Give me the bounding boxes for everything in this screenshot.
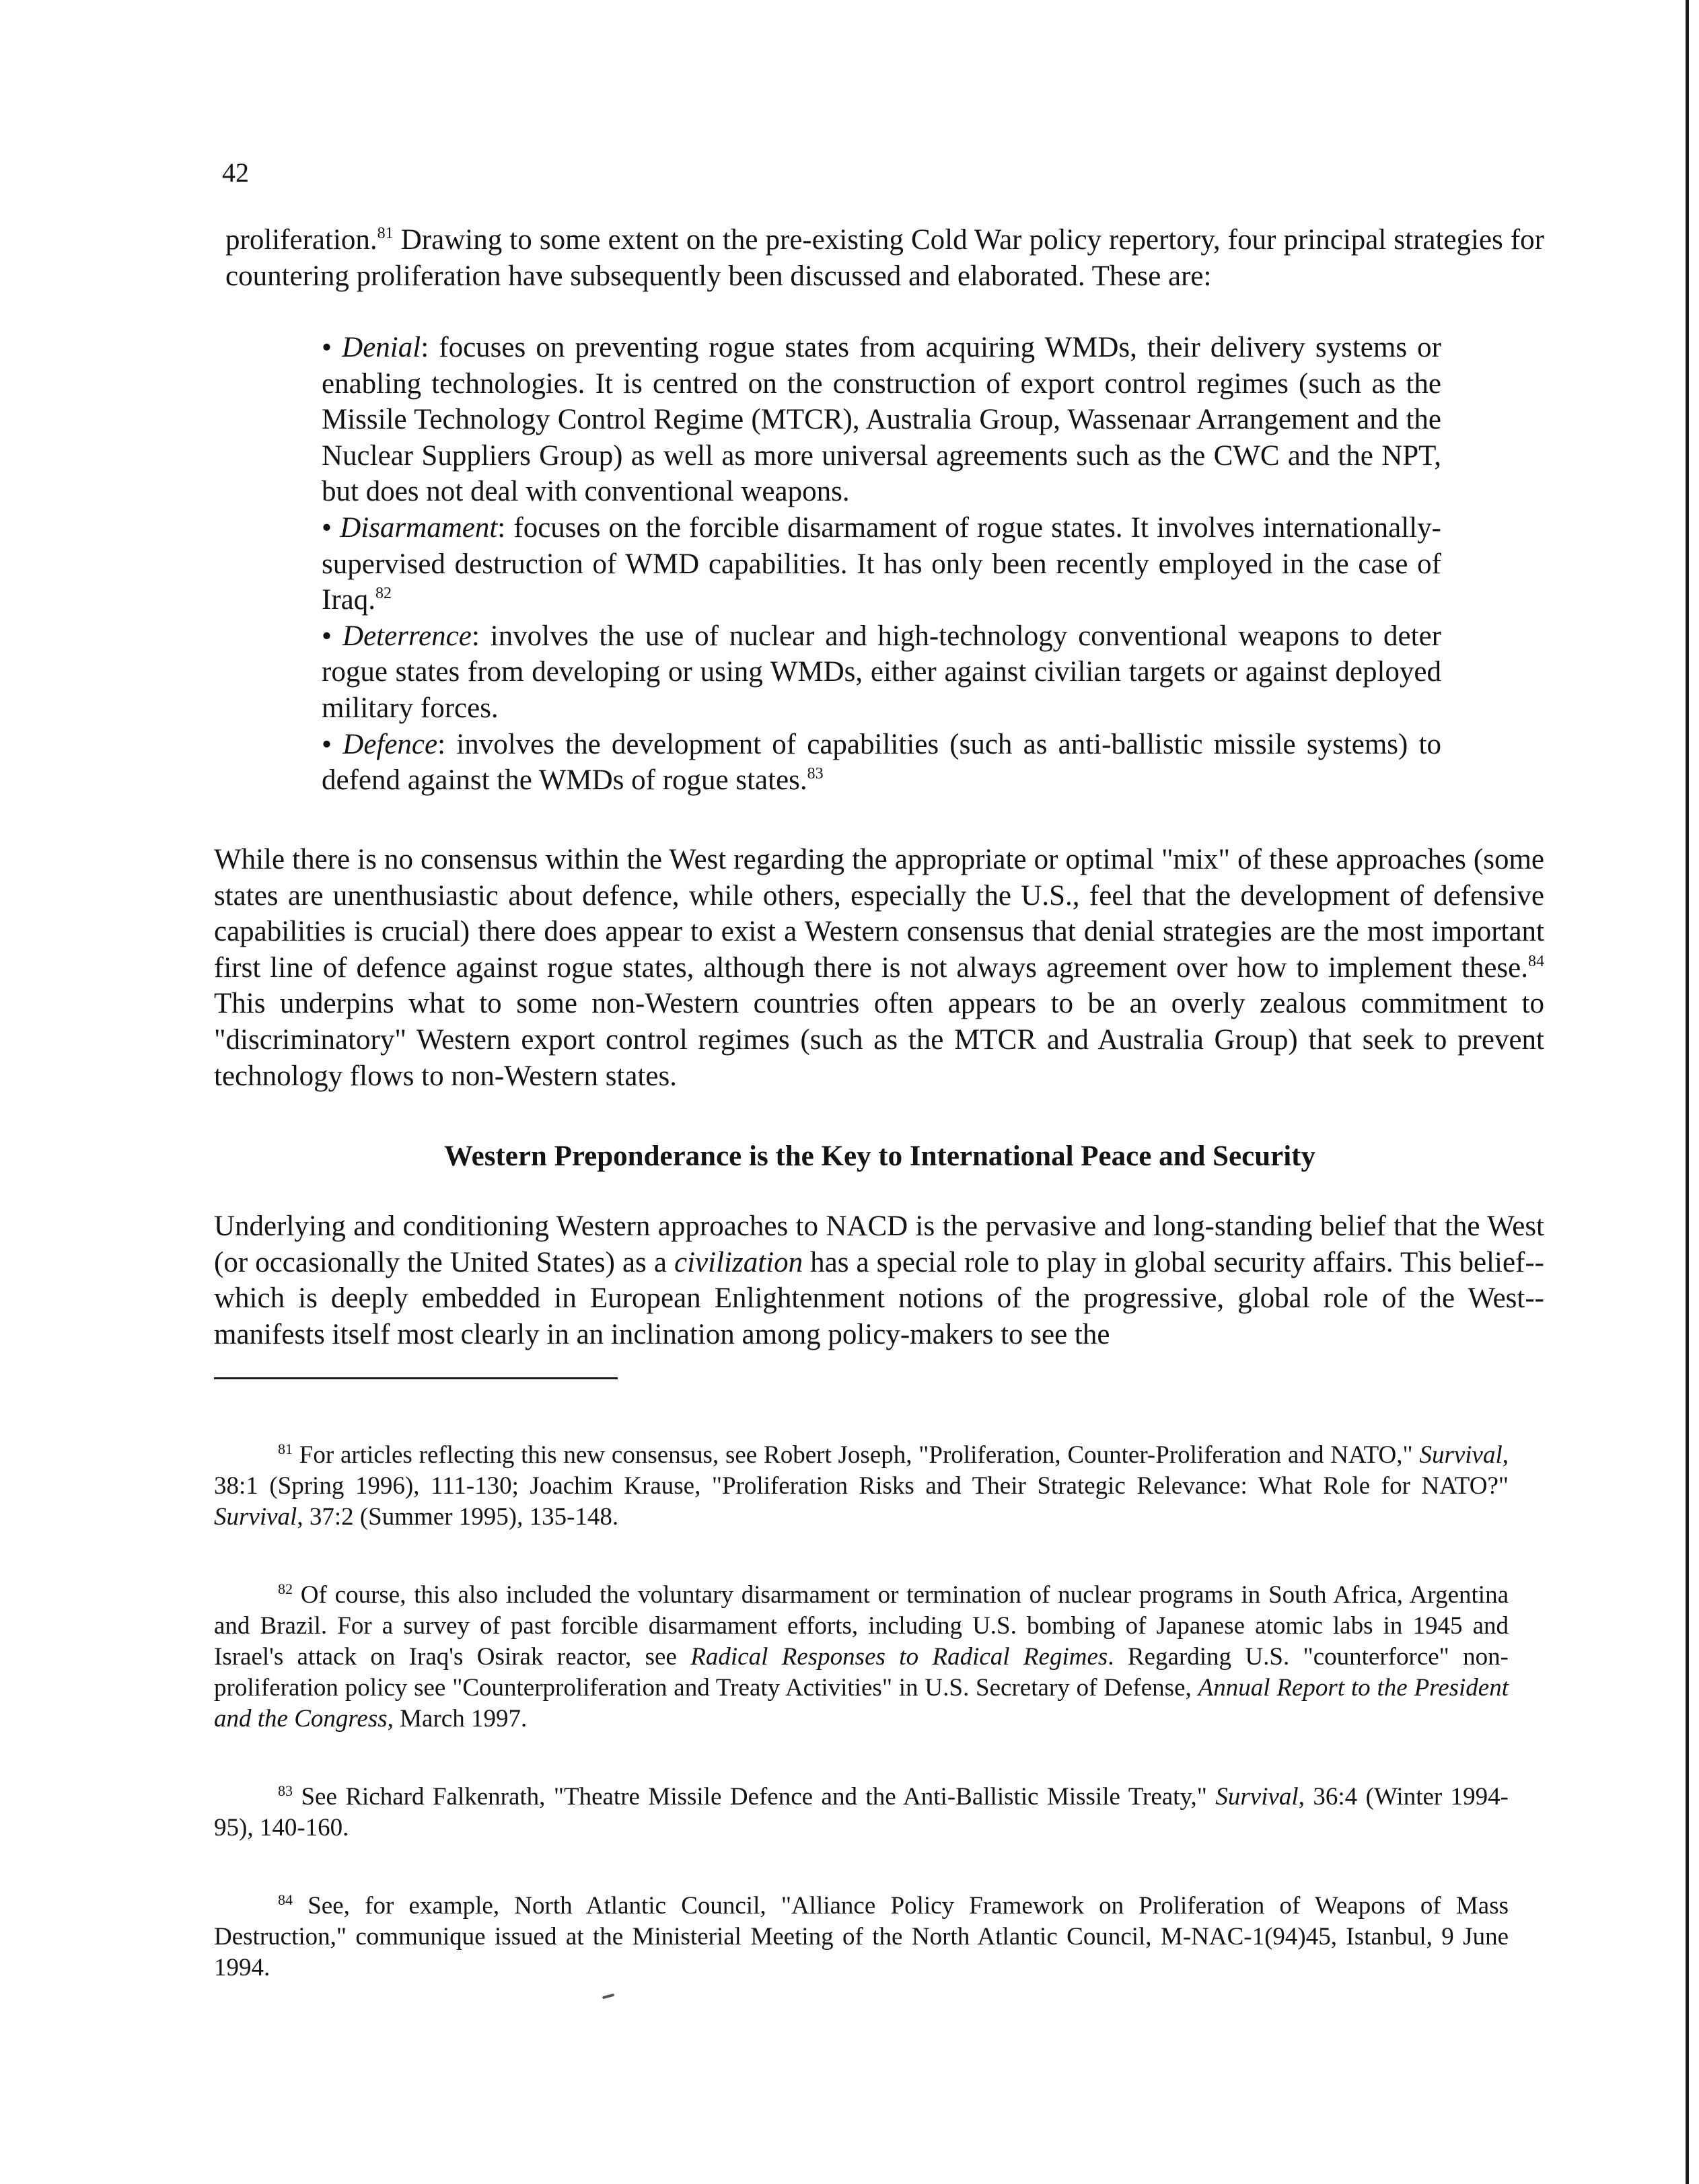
footnote-text: Of course, this also included the voluntary disarmament or termination of nuclear programs in South Africa, Argentina and Brazil. For a survey of past forcible disarmament efforts, including U.S. bombing of Japanese atomic labs in 1945 and Israel's attack on Iraq's Osirak reactor, see (214, 1581, 1509, 1671)
emphasis-text: civilization (674, 1246, 803, 1278)
footnote-ref-84: 84 (1528, 952, 1544, 970)
journal-title: Survival (214, 1503, 297, 1531)
scan-edge-line (1686, 0, 1689, 2184)
footnote-text: , 36:4 (Winter 1994-95), 140-160. (214, 1783, 1509, 1842)
list-item-disarmament (322, 510, 1441, 618)
publication-title: Radical Responses to Radical Regimes (690, 1643, 1108, 1671)
strategy-term: Disarmament (340, 511, 498, 544)
list-item-denial (322, 330, 1441, 510)
paragraph-text-continued: has a special role to play in global security affairs. This belief--which is deeply embedded in European Enlightenment notions of the progressive, global role of the West--manifests itself most clearly in an inclination among policy-makers to see the (214, 1246, 1544, 1350)
footnote-text: See Richard Falkenrath, "Theatre Missile Defence and the Anti-Ballistic Missile Treaty," (293, 1783, 1216, 1811)
footnote-number: 83 (278, 1782, 293, 1799)
footnote-83 (214, 1782, 1509, 1844)
paragraph-text: While there is no consensus within the West regarding the appropriate or optimal "mix" of these approaches (some states are unenthusiastic about defence, while others, especially the U.S., feel that the development of defensive capabilities is crucial) there does appear to exist a Western consensus that denial strategies are the most important first line of defence against rogue states, although there is not always agreement over how to implement these. (214, 844, 1544, 984)
list-item-deterrence (322, 618, 1441, 727)
strategy-description: : focuses on the forcible disarmament of rogue states. It involves internationally-supervised destruction of WMD capabilities. It has only been recently employed in the case of Iraq. (322, 511, 1441, 616)
paragraph-text-continued: This underpins what to some non-Western countries often appears to be an overly zealous commitment to "discriminatory" Western export control regimes (such as the MTCR and Australia Group) that seek to prevent technology flows to non-Western states. (214, 988, 1544, 1092)
bullet-icon: • (322, 620, 343, 652)
footnote-number: 84 (278, 1891, 293, 1908)
section-heading: Western Preponderance is the Key to International Peace and Security (444, 1140, 1315, 1172)
lead-text-start: proliferation. (225, 224, 377, 256)
footnote-text: . Regarding U.S. "counterforce" non-proliferation policy see "Counterproliferation and Treaty Activities" in U.S. Secretary of Defense, (214, 1643, 1509, 1702)
footnote-number: 81 (278, 1441, 293, 1457)
footnote-81 (214, 1440, 1509, 1533)
paragraph-text: Underlying and conditioning Western approaches to NACD is the pervasive and long-standing belief that the West (or occasionally the United States) as a (214, 1210, 1544, 1278)
list-item-defence (322, 727, 1441, 799)
bullet-icon: • (322, 332, 342, 363)
consensus-paragraph (214, 842, 1544, 1094)
footnote-text: , 38:1 (Spring 1996), 111-130; Joachim Krause, "Proliferation Risks and Their Strategic Relevance: What Role for NATO?" (214, 1441, 1509, 1500)
publication-title: Annual Report to the President and the Congress (214, 1674, 1509, 1733)
bullet-icon: • (322, 728, 343, 760)
lead-text-rest: Drawing to some extent on the pre-existing Cold War policy repertory, four principal strategies for countering proliferation have subsequently been discussed and elaborated. These are: (225, 224, 1544, 292)
footnote-82 (214, 1580, 1509, 1735)
page-number: 42 (222, 157, 249, 188)
strategy-description: : involves the development of capabilities (such as anti-ballistic missile systems) to defend against the WMDs of rogue states. (322, 728, 1441, 797)
preponderance-paragraph (214, 1208, 1544, 1352)
journal-title: Survival (1419, 1441, 1503, 1469)
footnotes (214, 1440, 1509, 2031)
footnote-text: For articles reflecting this new consensus, see Robert Joseph, "Proliferation, Counter-Proliferation and NATO," (293, 1441, 1420, 1469)
footnote-ref-82: 82 (375, 585, 392, 603)
bullet-icon: • (322, 511, 340, 544)
strategy-list (322, 330, 1441, 799)
footnote-ref-81: 81 (377, 225, 394, 242)
strategy-description: : involves the use of nuclear and high-technology conventional weapons to deter rogue states from developing or using WMDs, either against civilian targets or against deployed military forces. (322, 620, 1441, 724)
footnote-text: , March 1997. (387, 1705, 528, 1733)
footnote-84 (214, 1891, 1509, 1983)
lead-paragraph (225, 222, 1544, 294)
strategy-term: Denial (342, 332, 421, 363)
footnote-ref-83: 83 (807, 765, 824, 783)
footnote-text: See, for example, North Atlantic Council, "Alliance Policy Framework on Proliferation of Weapons of Mass Destruction," communique issued at the Ministerial Meeting of the North Atlantic Council, M-NAC-1(94)45, Istanbul, 9 June 1994. (214, 1892, 1509, 1981)
journal-title: Survival (1215, 1783, 1299, 1811)
footnote-text: , 37:2 (Summer 1995), 135-148. (297, 1503, 619, 1531)
strategy-term: Deterrence (342, 620, 472, 652)
footnote-divider (214, 1377, 618, 1379)
strategy-description: : focuses on preventing rogue states from acquiring WMDs, their delivery systems or enabling technologies. It is centred on the construction of export control regimes (such as the Missile Technology Control Regime (MTCR), Australia Group, Wassenaar Arrangement and the Nuclear Suppliers Group) as well as more universal agreements such as the CWC and the NPT, but does not deal with conventional weapons. (322, 332, 1441, 508)
footnote-number: 82 (278, 1580, 293, 1597)
strategy-term: Defence (342, 728, 438, 760)
